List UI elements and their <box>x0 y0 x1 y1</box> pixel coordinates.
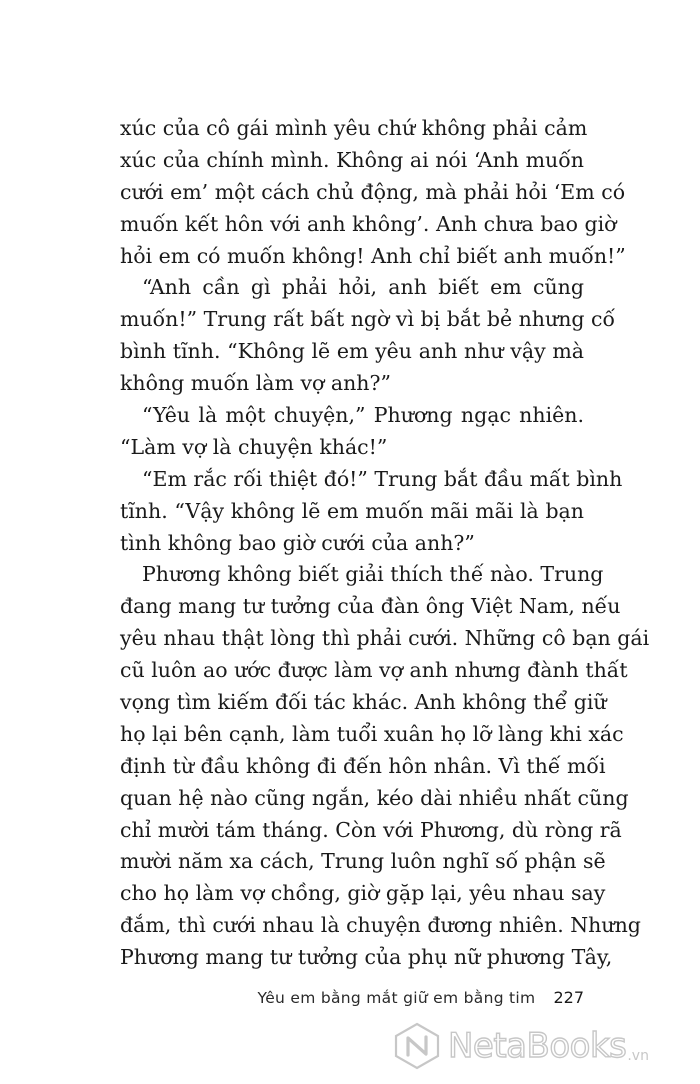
text-line: “Yêu là một chuyện,” Phương ngạc nhiên. <box>142 403 584 428</box>
text-line: muốn!” Trung rất bất ngờ vì bị bắt bẻ nhưng cố <box>120 307 616 332</box>
page-body <box>120 113 650 974</box>
text-line: xúc của cô gái mình yêu chứ không phải cảm <box>120 116 588 140</box>
text-line: cưới em’ một cách chủ động, mà phải hỏi ‘Em có <box>120 179 626 204</box>
text-line: “Em rắc rối thiệt đó!” Trung bắt đầu mất bình <box>142 466 623 491</box>
running-book-title: Yêu em bằng mắt giữ em bằng tim <box>257 989 536 1007</box>
watermark <box>392 1018 649 1074</box>
text-line: đang mang tư tưởng của đàn ông Việt Nam, nếu <box>120 594 621 619</box>
text-line: muốn kết hôn với anh không’. Anh chưa bao giờ <box>120 211 617 236</box>
text-line: Phương mang tư tưởng của phụ nữ phương Tây, <box>120 945 613 970</box>
watermark-brand: NetaBooks <box>448 1026 627 1066</box>
text-line: yêu nhau thật lòng thì phải cưới. Những cô bạn gái <box>120 626 650 651</box>
text-line: “Làm vợ là chuyện khác!” <box>120 434 388 459</box>
text-line: tình không bao giờ cưới của anh?” <box>120 530 475 555</box>
text-line: đắm, thì cưới nhau là chuyện đương nhiên. Nhưng <box>120 913 641 938</box>
text-line: họ lại bên cạnh, làm tuổi xuân họ lỡ làng khi xác <box>120 721 624 746</box>
text-line: cho họ làm vợ chồng, giờ gặp lại, yêu nhau say <box>120 881 606 906</box>
text-line: Phương không biết giải thích thế nào. Trung <box>142 562 604 587</box>
text-line: mười năm xa cách, Trung luôn nghĩ số phận sẽ <box>120 849 606 874</box>
text-line: cũ luôn ao ước được làm vợ anh nhưng đành thất <box>120 658 628 683</box>
text-line: xúc của chính mình. Không ai nói ‘Anh muốn <box>120 147 584 172</box>
text-line: tĩnh. “Vậy không lẽ em muốn mãi mãi là bạn <box>120 498 584 523</box>
text-line: không muốn làm vợ anh?” <box>120 371 391 396</box>
page-number: 227 <box>553 988 584 1007</box>
text-line: hỏi em có muốn không! Anh chỉ biết anh muốn!” <box>120 243 626 268</box>
text-line: chỉ mười tám tháng. Còn với Phương, dù ròng rã <box>120 817 622 842</box>
text-line: “Anh cần gì phải hỏi, anh biết em cũng <box>142 275 584 300</box>
text-line: bình tĩnh. “Không lẽ em yêu anh như vậy mà <box>120 339 584 364</box>
text-line: vọng tìm kiếm đối tác khác. Anh không thể giữ <box>120 690 607 715</box>
text-line: quan hệ nào cũng ngắn, kéo dài nhiều nhất cũng <box>120 785 629 810</box>
watermark-suffix: .vn <box>627 1048 649 1064</box>
page-footer <box>120 988 584 1012</box>
netabooks-logo-icon <box>392 1021 442 1071</box>
text-line: định từ đầu không đi đến hôn nhân. Vì thế mối <box>120 753 606 778</box>
